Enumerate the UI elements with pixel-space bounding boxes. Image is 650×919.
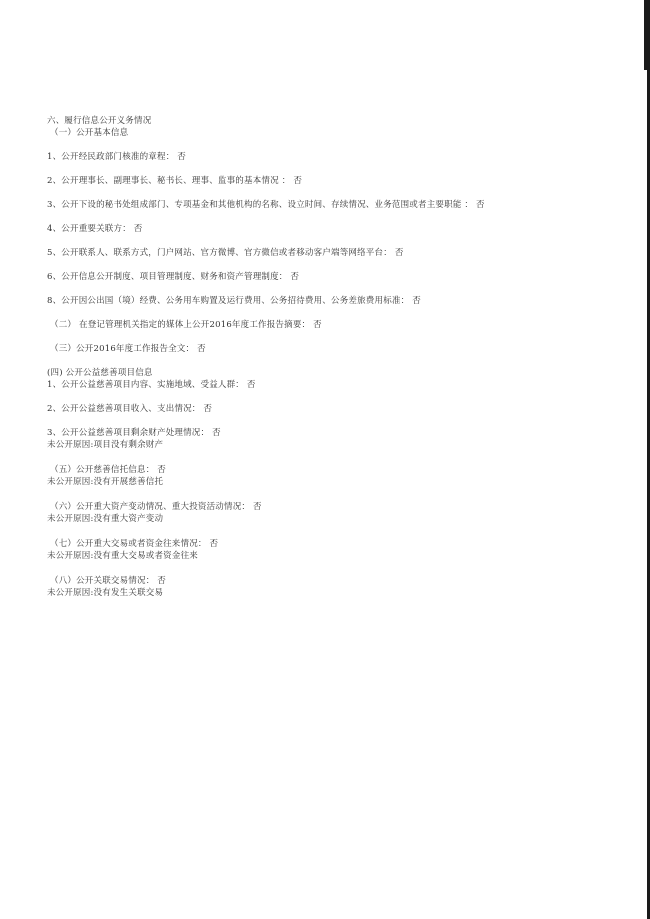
item-management-systems: 6、公开信息公开制度、项目管理制度、财务和资产管理制度： 否 bbox=[47, 272, 300, 282]
reason-asset-changes: 未公开原因:没有重大资产变动 bbox=[47, 514, 164, 524]
subsection-major-transactions: （七）公开重大交易或者资金往来情况： 否 bbox=[50, 539, 219, 549]
subsection-asset-changes: （六）公开重大资产变动情况、重大投资活动情况： 否 bbox=[50, 502, 262, 512]
item-charter: 1、公开经民政部门核准的章程： 否 bbox=[47, 152, 187, 162]
reason-remaining-assets: 未公开原因:项目没有剩余财产 bbox=[47, 440, 164, 450]
document-page bbox=[47, 115, 637, 599]
item-board-members: 2、公开理事长、副理事长、秘书长、理事、监事的基本情况 ： 否 bbox=[47, 176, 303, 186]
item-project-remaining-assets: 3、公开公益慈善项目剩余财产处理情况： 否 bbox=[47, 428, 221, 438]
subsection-report-summary: （二） 在登记管理机关指定的媒体上公开2016年度工作报告摘要： 否 bbox=[50, 320, 322, 330]
reason-related-transactions: 未公开原因:没有发生关联交易 bbox=[47, 588, 164, 598]
reason-major-transactions: 未公开原因:没有重大交易或者资金往来 bbox=[47, 551, 198, 561]
item-project-content: 1、公开公益慈善项目内容、实施地域、受益人群： 否 bbox=[47, 380, 256, 390]
reason-charity-trust: 未公开原因:没有开展慈善信托 bbox=[47, 477, 164, 487]
item-expense-standards: 8、公开因公出国（境）经费、公务用车购置及运行费用、公务招待费用、公务差旅费用标准： 否 bbox=[47, 296, 421, 306]
section-title: 六、履行信息公开义务情况 bbox=[47, 116, 152, 126]
item-related-parties: 4、公开重要关联方： 否 bbox=[47, 224, 143, 234]
item-contact-platforms: 5、公开联系人、联系方式，门户网站、官方微博、官方微信或者移动客户端等网络平台： 否 bbox=[47, 248, 404, 258]
subsection-report-fulltext: （三）公开2016年度工作报告全文： 否 bbox=[50, 344, 206, 354]
subsection-title-charity-projects: (四) 公开公益慈善项目信息 bbox=[47, 368, 153, 378]
item-sub-organizations: 3、公开下设的秘书处组成部门、专项基金和其他机构的名称、设立时间、存续情况、业务范围或者主要职能 ： 否 bbox=[47, 200, 485, 210]
subsection-related-transactions: （八）公开关联交易情况： 否 bbox=[50, 576, 167, 586]
subsection-title-basic-info: （一）公开基本信息 bbox=[50, 128, 129, 138]
item-project-income: 2、公开公益慈善项目收入、支出情况： 否 bbox=[47, 404, 213, 414]
subsection-charity-trust: （五）公开慈善信托信息： 否 bbox=[50, 465, 167, 475]
